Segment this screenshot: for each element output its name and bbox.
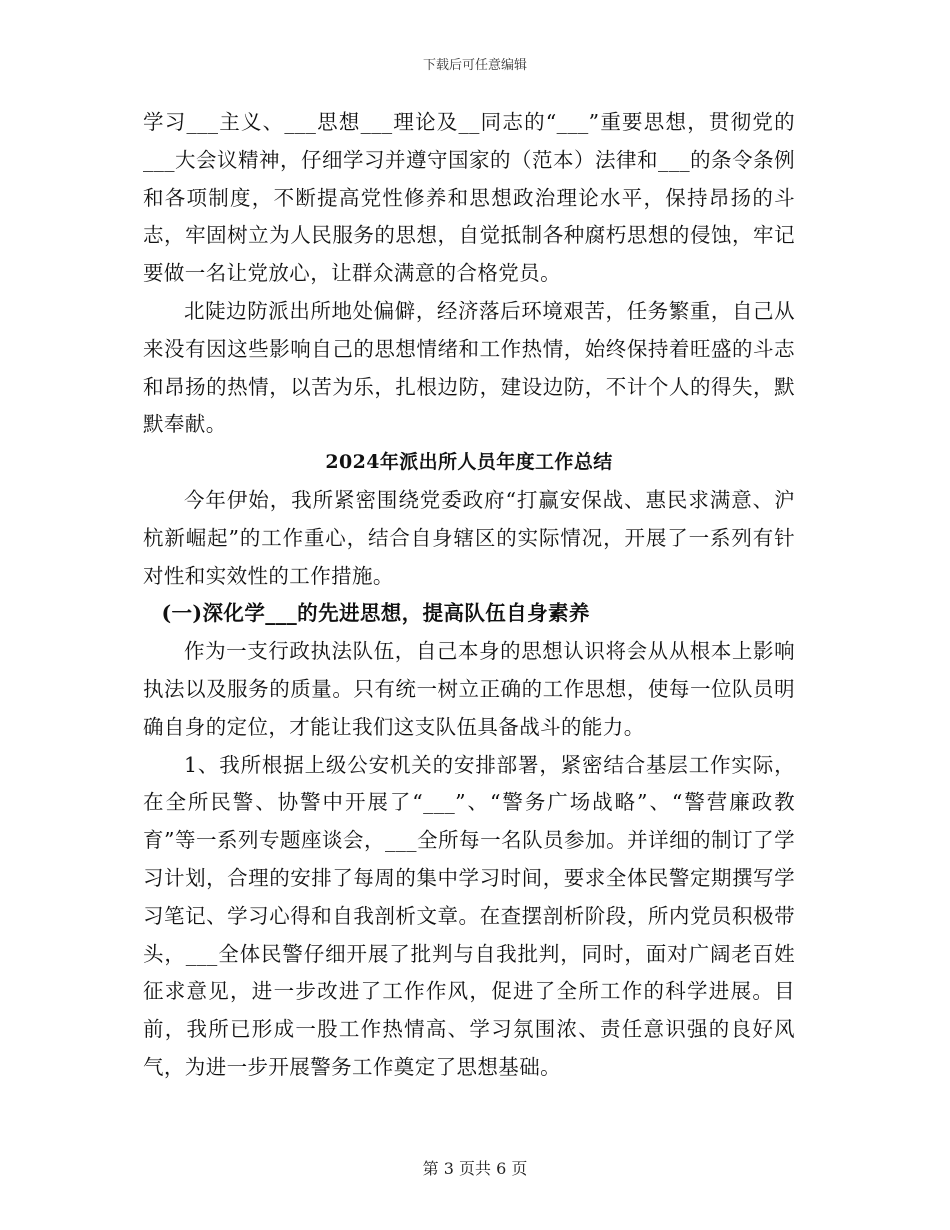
paragraph: 北陡边防派出所地处偏僻，经济落后环境艰苦，任务繁重，自己从来没有因这些影响自己的思想情绪和工作热情，始终保持着旺盛的斗志和昂扬的热情，以苦为乐，扎根边防，建设边防，不计个人的得失，默默奉献。 — [143, 298, 795, 437]
page-footer: 第 3 页共 6 页 — [422, 1159, 528, 1178]
paragraph: 学习___主义、___思想___理论及__同志的“___”重要思想，贯彻党的___大会议精神，仔细学习并遵守国家的（范本）法律和___的条令条例和各项制度，不断提高党性修养和思想政治理论水平，保持昂扬的斗志，牢固树立为人民服务的思想，自觉抵制各种腐朽思想的侵蚀，牢记要做一名让党放心，让群众满意的合格党员。 — [143, 110, 795, 286]
paragraph: 作为一支行政执法队伍，自己本身的思想认识将会从从根本上影响执法以及服务的质量。只有统一树立正确的工作思想，使每一位队员明确自身的定位，才能让我们这支队伍具备战斗的能力。 — [143, 639, 795, 739]
paragraph: 1、我所根据上级公安机关的安排部署，紧密结合基层工作实际，在全所民警、协警中开展了“___”、“警务广场战略”、“警营廉政教育”等一系列专题座谈会，___全所每一名队员参加。并详细的制订了学习计划，合理的安排了每周的集中学习时间，要求全体民警定期撰写学习笔记、学习心得和自我剖析文章。在查摆剖析阶段，所内党员积极带头，___全体民警仔细开展了批判与自我批判，同时，面对广阔老百姓征求意见，进一步改进了工作作风，促进了全所工作的科学进展。目前，我所已形成一股工作热情高、学习氛围浓、责任意识强的良好风气，为进一步开展警务工作奠定了思想基础。 — [143, 752, 795, 1079]
paragraph: 今年伊始，我所紧密围绕党委政府“打赢安保战、惠民求满意、沪杭新崛起”的工作重心，结合自身辖区的实际情况，开展了一系列有针对性和实效性的工作措施。 — [143, 487, 795, 588]
section-subtitle: (一)深化学___的先进思想，提高队伍自身素养 — [161, 601, 590, 626]
section-title: 2024年派出所人员年度工作总结 — [325, 451, 613, 474]
document-body — [143, 104, 795, 1087]
page-header: 下载后可任意编辑 — [422, 58, 527, 73]
